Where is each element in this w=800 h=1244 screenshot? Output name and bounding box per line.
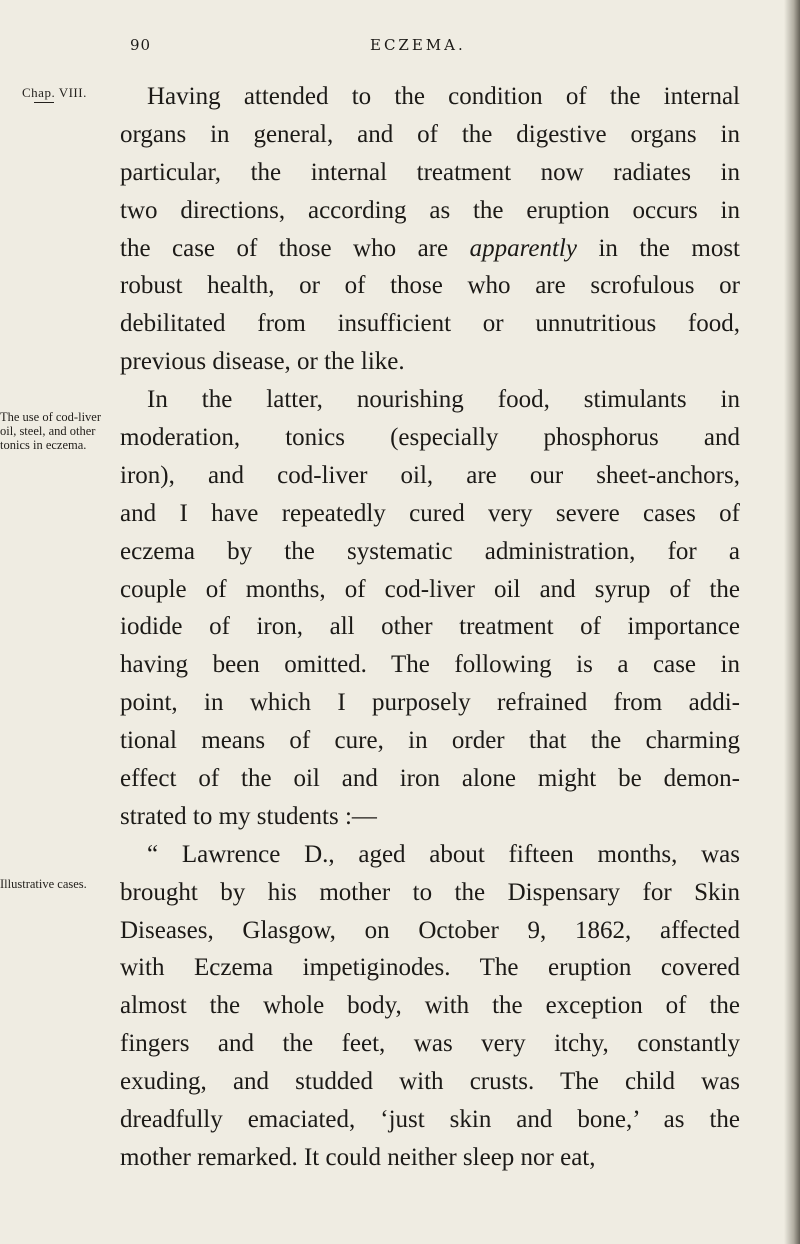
text-line: debilitated from insufficient or unnutritious food, xyxy=(120,310,740,338)
text-line: fingers and the feet, was very itchy, constantly xyxy=(120,1030,740,1058)
text-line: strated to my students :— xyxy=(120,802,377,830)
page-number: 90 xyxy=(130,36,152,54)
text-segment: the case of those who are xyxy=(120,234,470,262)
text-line: robust health, or of those who are scrofulous or xyxy=(120,272,740,300)
text-line: tional means of cure, in order that the charming xyxy=(120,727,740,755)
text-line: In the latter, nourishing food, stimulants in xyxy=(147,386,740,414)
text-line: and I have repeatedly cured very severe cases of xyxy=(120,499,740,527)
margin-note-chapter xyxy=(22,86,87,103)
text-line: moderation, tonics (especially phosphorus and xyxy=(120,424,740,452)
text-line: two directions, according as the eruption occurs in xyxy=(120,196,740,224)
margin-note-cod-liver xyxy=(0,410,101,452)
text-line: organs in general, and of the digestive organs in xyxy=(120,120,740,148)
margin-note-line: The use of cod-liver xyxy=(0,410,102,424)
chapter-underline xyxy=(34,102,54,103)
margin-note-line: oil, steel, and other xyxy=(0,424,96,438)
text-line: mother remarked. It could neither sleep nor eat, xyxy=(120,1143,596,1171)
text-line: iron), and cod-liver oil, are our sheet-anchors, xyxy=(120,461,740,489)
text-line: particular, the internal treatment now radiates in xyxy=(120,158,740,186)
margin-note-illustrative: Illustrative cases. xyxy=(0,877,87,891)
text-line: with Eczema impetiginodes. The eruption covered xyxy=(120,954,740,982)
running-head xyxy=(0,36,800,66)
text-line: couple of months, of cod-liver oil and syrup of the xyxy=(120,575,740,603)
emphasis: apparently xyxy=(469,234,577,262)
text-line: point, in which I purposely refrained from addi- xyxy=(120,689,740,717)
chapter-label: Chap. VIII. xyxy=(22,85,87,100)
text-line: iodide of iron, all other treatment of importance xyxy=(120,613,740,641)
text-segment: in the most xyxy=(576,234,740,262)
text-line: dreadfully emaciated, ‘just skin and bone,’ as the xyxy=(120,1106,740,1134)
text-line: eczema by the systematic administration, for a xyxy=(120,537,740,565)
text-line: brought by his mother to the Dispensary for Skin xyxy=(120,878,740,906)
text-line: previous disease, or the like. xyxy=(120,348,405,376)
text-line: effect of the oil and iron alone might be demon- xyxy=(120,765,740,793)
text-line: Diseases, Glasgow, on October 9, 1862, affected xyxy=(120,916,740,944)
page-edge-shadow xyxy=(784,0,800,1244)
running-title: ECZEMA. xyxy=(370,36,466,54)
text-line: exuding, and studded with crusts. The child was xyxy=(120,1068,740,1096)
text-line xyxy=(120,230,740,268)
body-text xyxy=(120,78,740,1177)
text-line: having been omitted. The following is a case in xyxy=(120,651,740,679)
text-line: Having attended to the condition of the internal xyxy=(147,83,740,110)
text-line: almost the whole body, with the exception of the xyxy=(120,992,740,1020)
text-line: “ Lawrence D., aged about fifteen months, was xyxy=(147,840,740,868)
margin-note-line: tonics in eczema. xyxy=(0,438,87,452)
